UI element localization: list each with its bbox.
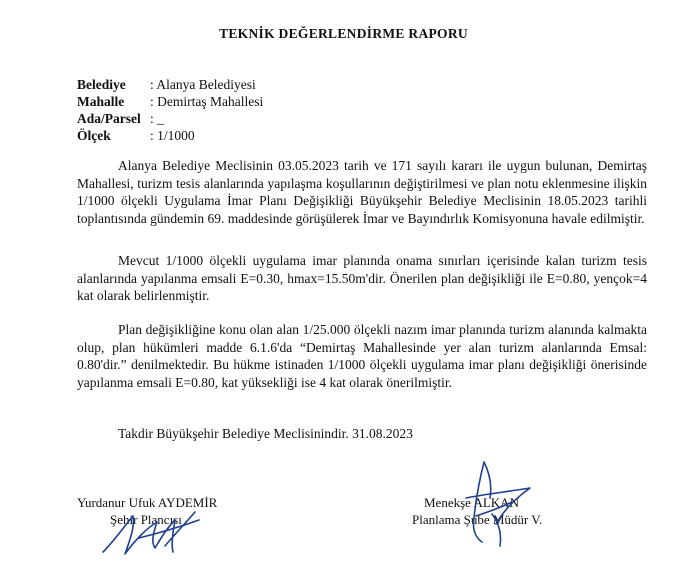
paragraph-master-plan: Plan değişikliğine konu olan alan 1/25.000 ölçekli nazım imar planında turizm alanında kalmakta olup, plan hükümleri madde 6.1.6'da “Demirtaş Mahallesinde yer alan turizm alanlarında Emsal: 0.80'dir.” denilmektedir. Bu hükme istinaden 1/1000 ölçekli uygulama imar planı değişikliği önerisinde yapılanma emsali E=0.80, kat yüksekliği ise 4 kat olarak önerilmiştir. xyxy=(77,322,647,390)
meta-label: Mahalle xyxy=(77,94,125,109)
meta-value: : 1/1000 xyxy=(150,128,195,143)
paragraph-current-plan: Mevcut 1/1000 ölçekli uygulama imar planında onama sınırları içerisinde kalan turizm tesis alanlarında yapılanma emsali E=0.30, hmax=15.50m'dir. Önerilen plan değişikliği ile E=0.80, yençok=4 kat olarak belirlenmiştir. xyxy=(77,253,647,303)
paragraph-conclusion: Takdir Büyükşehir Belediye Meclisinindir. 31.08.2023 xyxy=(118,426,413,441)
meta-row-belediye xyxy=(77,76,263,93)
report-title: TEKNİK DEĞERLENDİRME RAPORU xyxy=(219,26,468,41)
report-meta xyxy=(77,76,263,144)
meta-value: : _ xyxy=(150,111,164,126)
meta-value: : Alanya Belediyesi xyxy=(150,77,256,92)
paragraph-council-decision: Alanya Belediye Meclisinin 03.05.2023 tarih ve 171 sayılı kararı ile uygun bulunan, Demirtaş Mahallesi, turizm tesis alanlarında yapılaşma koşullarının değiştirilmesi ve plan notu eklenmesine ilişkin 1/1000 ölçekli Uygulama İmar Planı Değişikliği Büyükşehir Belediye Meclisinin 18.05.2023 tarihli toplantısında gündemin 69. maddesinde görüşülerek İmar ve Bayındırlık Komisyonuna havale edilmiştir. xyxy=(77,158,647,226)
meta-row-mahalle xyxy=(77,93,263,110)
signatory-right-name: Menekşe ALKAN xyxy=(424,495,519,510)
signature-left-image xyxy=(95,498,205,560)
signatory-left-name: Yurdanur Ufuk AYDEMİR xyxy=(77,495,218,510)
meta-label: Ölçek xyxy=(77,128,111,143)
meta-row-ada-parsel xyxy=(77,110,263,127)
meta-value: : Demirtaş Mahallesi xyxy=(150,94,264,109)
signature-right-image xyxy=(446,458,546,550)
signatory-left-role: Şehir Plancısı xyxy=(110,512,182,527)
signatory-right-role: Planlama Şube Müdür V. xyxy=(412,512,543,527)
meta-label: Belediye xyxy=(77,77,126,92)
meta-row-olcek xyxy=(77,127,263,144)
meta-label: Ada/Parsel xyxy=(77,111,141,126)
